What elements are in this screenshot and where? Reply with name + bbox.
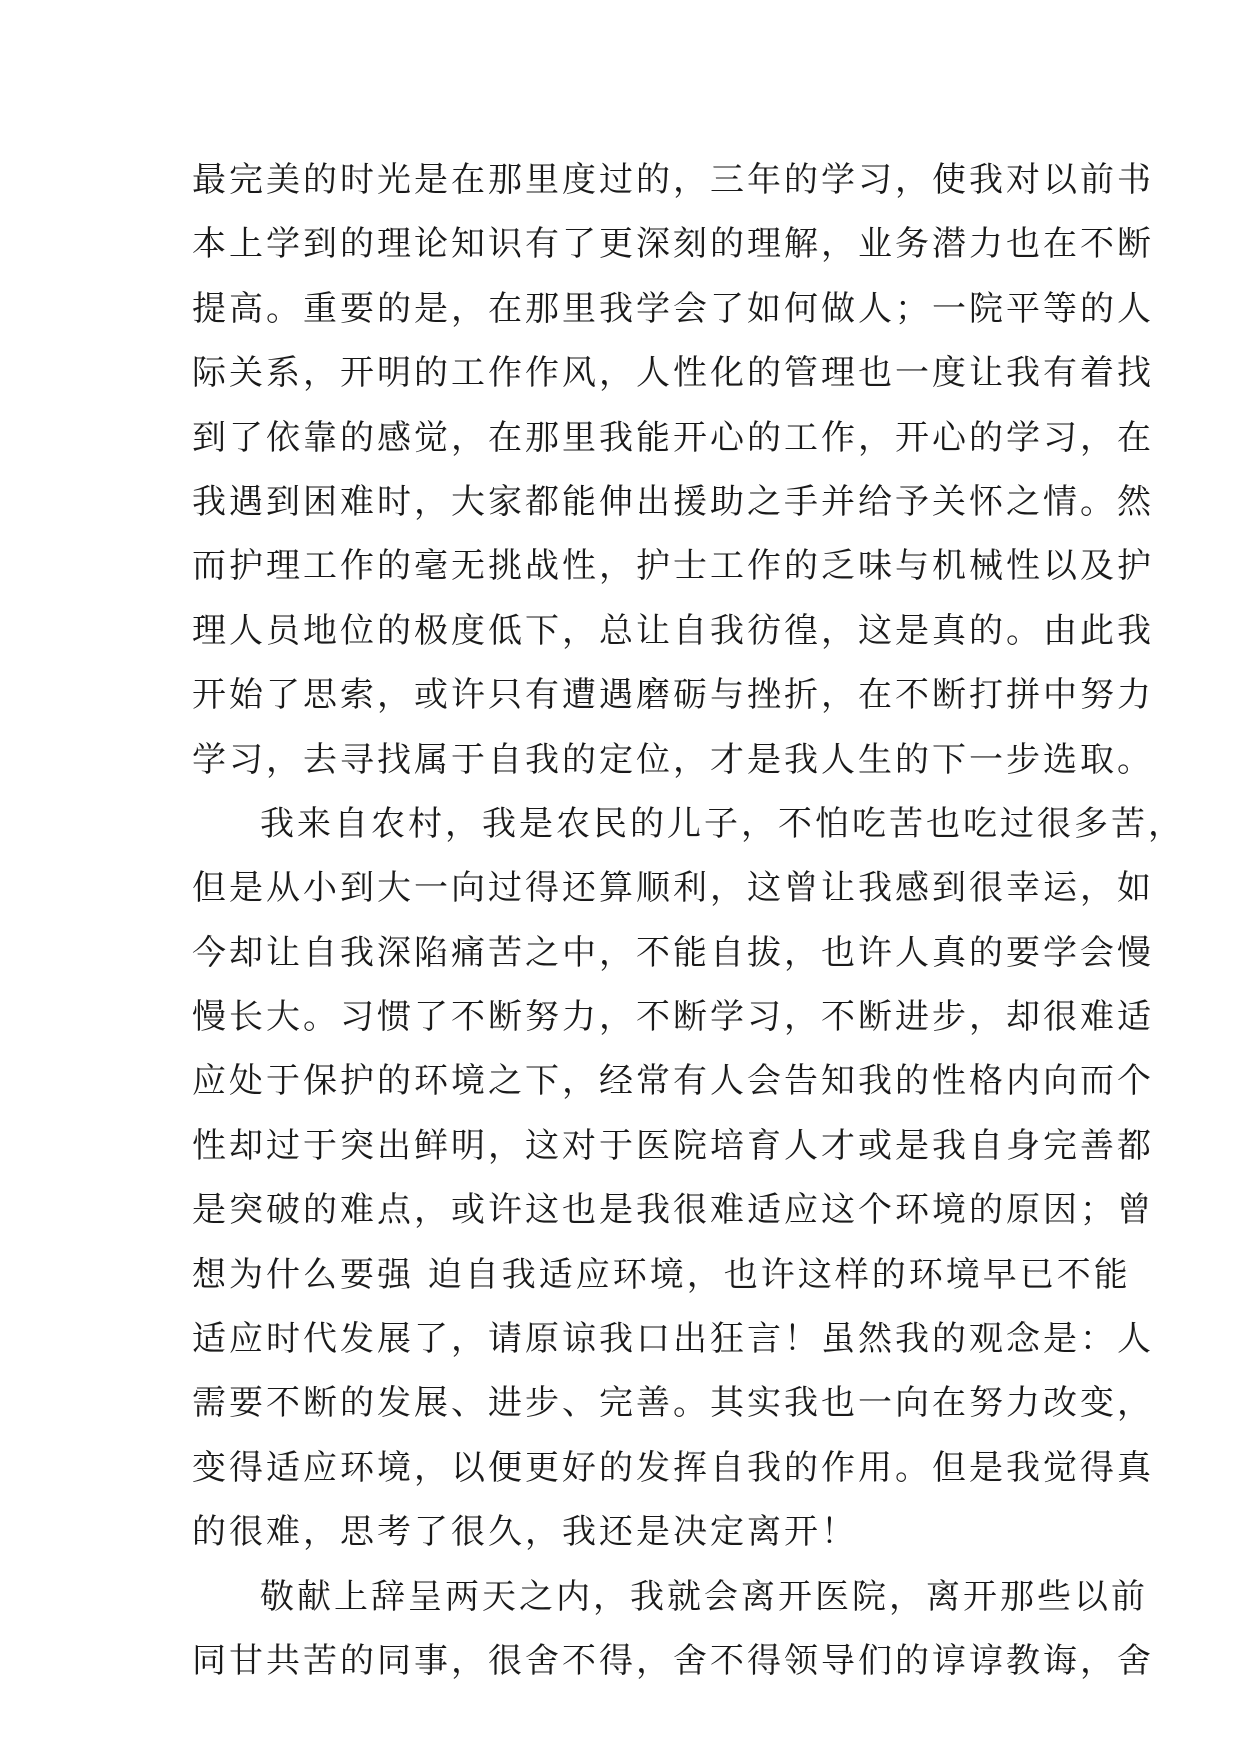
paragraph-start-line: 敬献上辞呈两天之内，我就会离开医院，离开那些以前 — [260, 1576, 1148, 1617]
text-line: 提高。重要的是，在那里我学会了如何做人；一院平等的人 — [192, 288, 1154, 329]
text-line: 的很难，思考了很久，我还是决定离开！ — [192, 1512, 858, 1553]
text-line: 今却让自我深陷痛苦之中，不能自拔，也许人真的要学会慢 — [192, 932, 1154, 973]
text-line: 想为什么要强 迫自我适应环境，也许这样的环境早已不能 — [192, 1254, 1131, 1295]
text-line: 性却过于突出鲜明，这对于医院培育人才或是我自身完善都 — [192, 1125, 1154, 1166]
text-line: 慢长大。习惯了不断努力，不断学习，不断进步，却很难适 — [192, 997, 1154, 1038]
paragraph-start-line: 我来自农村，我是农民的儿子，不怕吃苦也吃过很多苦， — [260, 803, 1185, 844]
text-line: 同甘共苦的同事，很舍不得，舍不得领导们的谆谆教诲，舍 — [192, 1640, 1154, 1681]
text-line: 是突破的难点，或许这也是我很难适应这个环境的原因；曾 — [192, 1190, 1154, 1231]
text-line: 到了依靠的感觉，在那里我能开心的工作，开心的学习，在 — [192, 417, 1154, 458]
text-line: 变得适应环境，以便更好的发挥自我的作用。但是我觉得真 — [192, 1447, 1154, 1488]
text-line: 最完美的时光是在那里度过的，三年的学习，使我对以前书 — [192, 160, 1154, 200]
text-line: 适应时代发展了，请原谅我口出狂言！虽然我的观念是：人 — [192, 1319, 1154, 1360]
text-line: 学习，去寻找属于自我的定位，才是我人生的下一步选取。 — [192, 739, 1154, 780]
text-line: 开始了思索，或许只有遭遇磨砺与挫折，在不断打拼中努力 — [192, 675, 1154, 716]
text-line: 我遇到困难时，大家都能伸出援助之手并给予关怀之情。然 — [192, 481, 1154, 522]
text-line: 但是从小到大一向过得还算顺利，这曾让我感到很幸运，如 — [192, 868, 1154, 909]
body-text — [192, 148, 1185, 1693]
text-line: 际关系，开明的工作作风，人性化的管理也一度让我有着找 — [192, 353, 1154, 394]
text-line: 而护理工作的毫无挑战性，护士工作的乏味与机械性以及护 — [192, 546, 1154, 587]
text-line: 应处于保护的环境之下，经常有人会告知我的性格内向而个 — [192, 1061, 1154, 1102]
text-line: 本上学到的理论知识有了更深刻的理解，业务潜力也在不断 — [192, 224, 1154, 265]
text-line: 理人员地位的极度低下，总让自我彷徨，这是真的。由此我 — [192, 610, 1154, 651]
text-line: 需要不断的发展、进步、完善。其实我也一向在努力改变， — [192, 1383, 1154, 1424]
